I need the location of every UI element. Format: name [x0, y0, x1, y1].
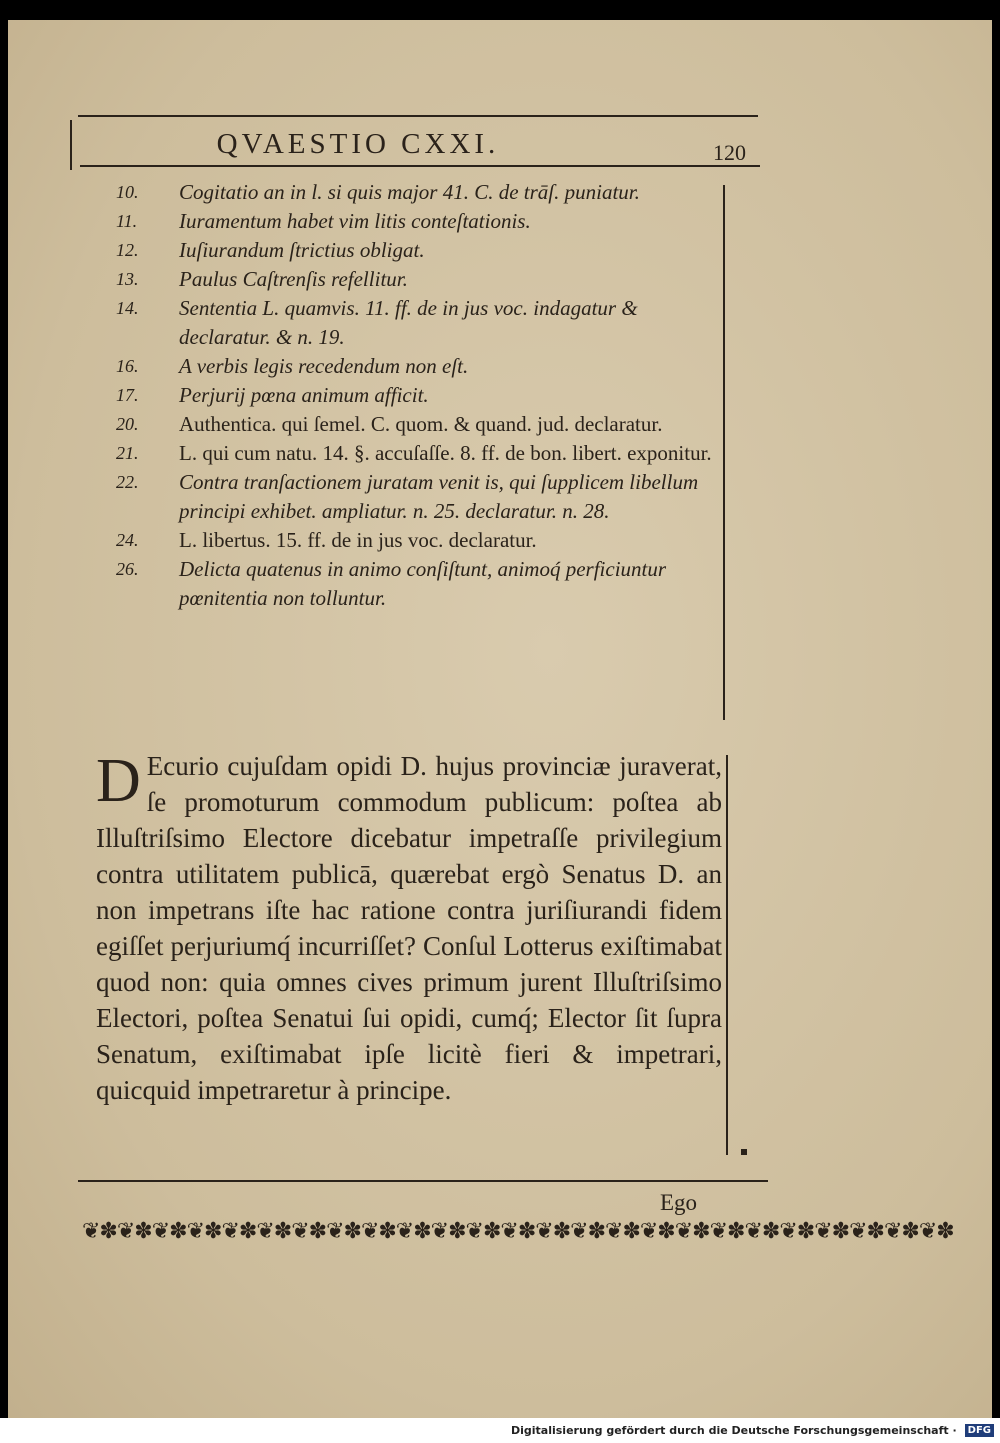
summary-entry-text: Delicta quatenus in animo conſiſtunt, animoq́ perficiuntur pœnitentia non tolluntur.: [179, 557, 667, 610]
summary-entry-text: Contra tranſactionem juratam venit is, qui ſupplicem libellum principi exhibet. ampliatur. n. 25. declaratur. n. 28.: [179, 470, 699, 523]
summary-entry-text: Cogitatio an in l. si quis major 41. C. de trāſ. puniatur.: [179, 180, 640, 204]
summary-entry-number: 21.: [116, 443, 139, 463]
summary-entry: [78, 555, 738, 613]
summary-entry: [78, 178, 738, 207]
summary-entry: [78, 265, 738, 294]
summary-entry: [78, 410, 738, 439]
summary-entry-text: Sententia L. quamvis. 11. ff. de in jus voc. indagatur & declaratur. & n. 19.: [179, 296, 638, 349]
summary-entry: [78, 468, 738, 526]
summary-entry-number: 20.: [116, 414, 139, 434]
footer-bar: [0, 1418, 1000, 1443]
summary-entry-number: 26.: [116, 559, 139, 579]
summary-entry: [78, 381, 738, 410]
body-paragraph: [96, 748, 722, 1108]
catchword: Ego: [660, 1190, 698, 1215]
summary-entry: [78, 526, 738, 555]
summary-entry-number: 24.: [116, 530, 139, 550]
summary-entry-text: L. qui cum natu. 14. §. accuſaſſe. 8. ff. de bon. libert. exponitur.: [179, 441, 712, 465]
summary-entry-number: 16.: [116, 356, 139, 376]
summary-entry-number: 17.: [116, 385, 139, 405]
summary-entry: [78, 352, 738, 381]
top-rule: [78, 115, 758, 117]
summary-entry-text: L. libertus. 15. ff. de in jus voc. declaratur.: [179, 528, 537, 552]
summary-list: [78, 178, 738, 613]
summary-entry: [78, 207, 738, 236]
body-text: Ecurio cujuſdam opidi D. hujus provinciæ juraverat, ſe promoturum commodum publicum: poſtea ab Illuſtriſsimo Electore dicebatur impetraſſe privilegium contra utilitatem publicā, quærebat ergò Senatus D. an non impetrans iſte hac ratione contra juriſiurandi fidem egiſſet perjuriumq́ incurriſſet? Conſul Lotterus exiſtimabat quod non: quia omnes cives primum jurent Illuſtriſsimo Electori, poſtea Senatui ſui opidi, cumq́; Elector ſit ſupra Senatum, exiſtimabat ipſe licitè fieri & impetrari, quicquid impetraretur à principe.: [96, 751, 722, 1105]
summary-entry-text: Iuramentum habet vim litis conteſtationis.: [179, 209, 531, 233]
summary-entry-number: 12.: [116, 240, 139, 260]
summary-entry-text: Iuſiurandum ſtrictius obligat.: [179, 238, 425, 262]
book-page: [8, 20, 992, 1418]
summary-entry-number: 22.: [116, 472, 139, 492]
summary-entry-number: 10.: [116, 182, 139, 202]
summary-entry: [78, 439, 738, 468]
ornament-border: ❦✽❦✽❦✽❦✽❦✽❦✽❦✽❦✽❦✽❦✽❦✽❦✽❦✽❦✽❦✽❦✽❦✽❦✽❦✽❦✽❦✽❦✽❦✽❦✽❦✽: [82, 1218, 954, 1243]
summary-entry-text: Perjurij pœna animum afficit.: [179, 383, 429, 407]
dfg-logo: DFG: [965, 1424, 994, 1437]
summary-entry-number: 14.: [116, 298, 139, 318]
summary-entry-number: 13.: [116, 269, 139, 289]
body-right-rule: [726, 755, 728, 1155]
summary-entry-text: Paulus Caſtrenſis refellitur.: [179, 267, 408, 291]
summary-entry: [78, 294, 738, 352]
summary-entry-text: Authentica. qui ſemel. C. quom. & quand. jud. declaratur.: [179, 412, 663, 436]
header-left-rule: [70, 120, 72, 170]
summary-entry-text: A verbis legis recedendum non eſt.: [179, 354, 469, 378]
page-number: 120: [713, 140, 746, 165]
summary-entry-number: 11.: [116, 211, 138, 231]
margin-mark: [741, 1149, 747, 1155]
summary-entry: [78, 236, 738, 265]
footer-credit: Digitalisierung gefördert durch die Deutsche Forschungsgemeinschaft ·: [510, 1424, 957, 1437]
drop-cap: D: [96, 747, 141, 815]
bottom-rule: [78, 1180, 768, 1182]
page-title: QVAESTIO CXXI.: [216, 128, 500, 160]
header-bottom-rule: [80, 165, 760, 167]
